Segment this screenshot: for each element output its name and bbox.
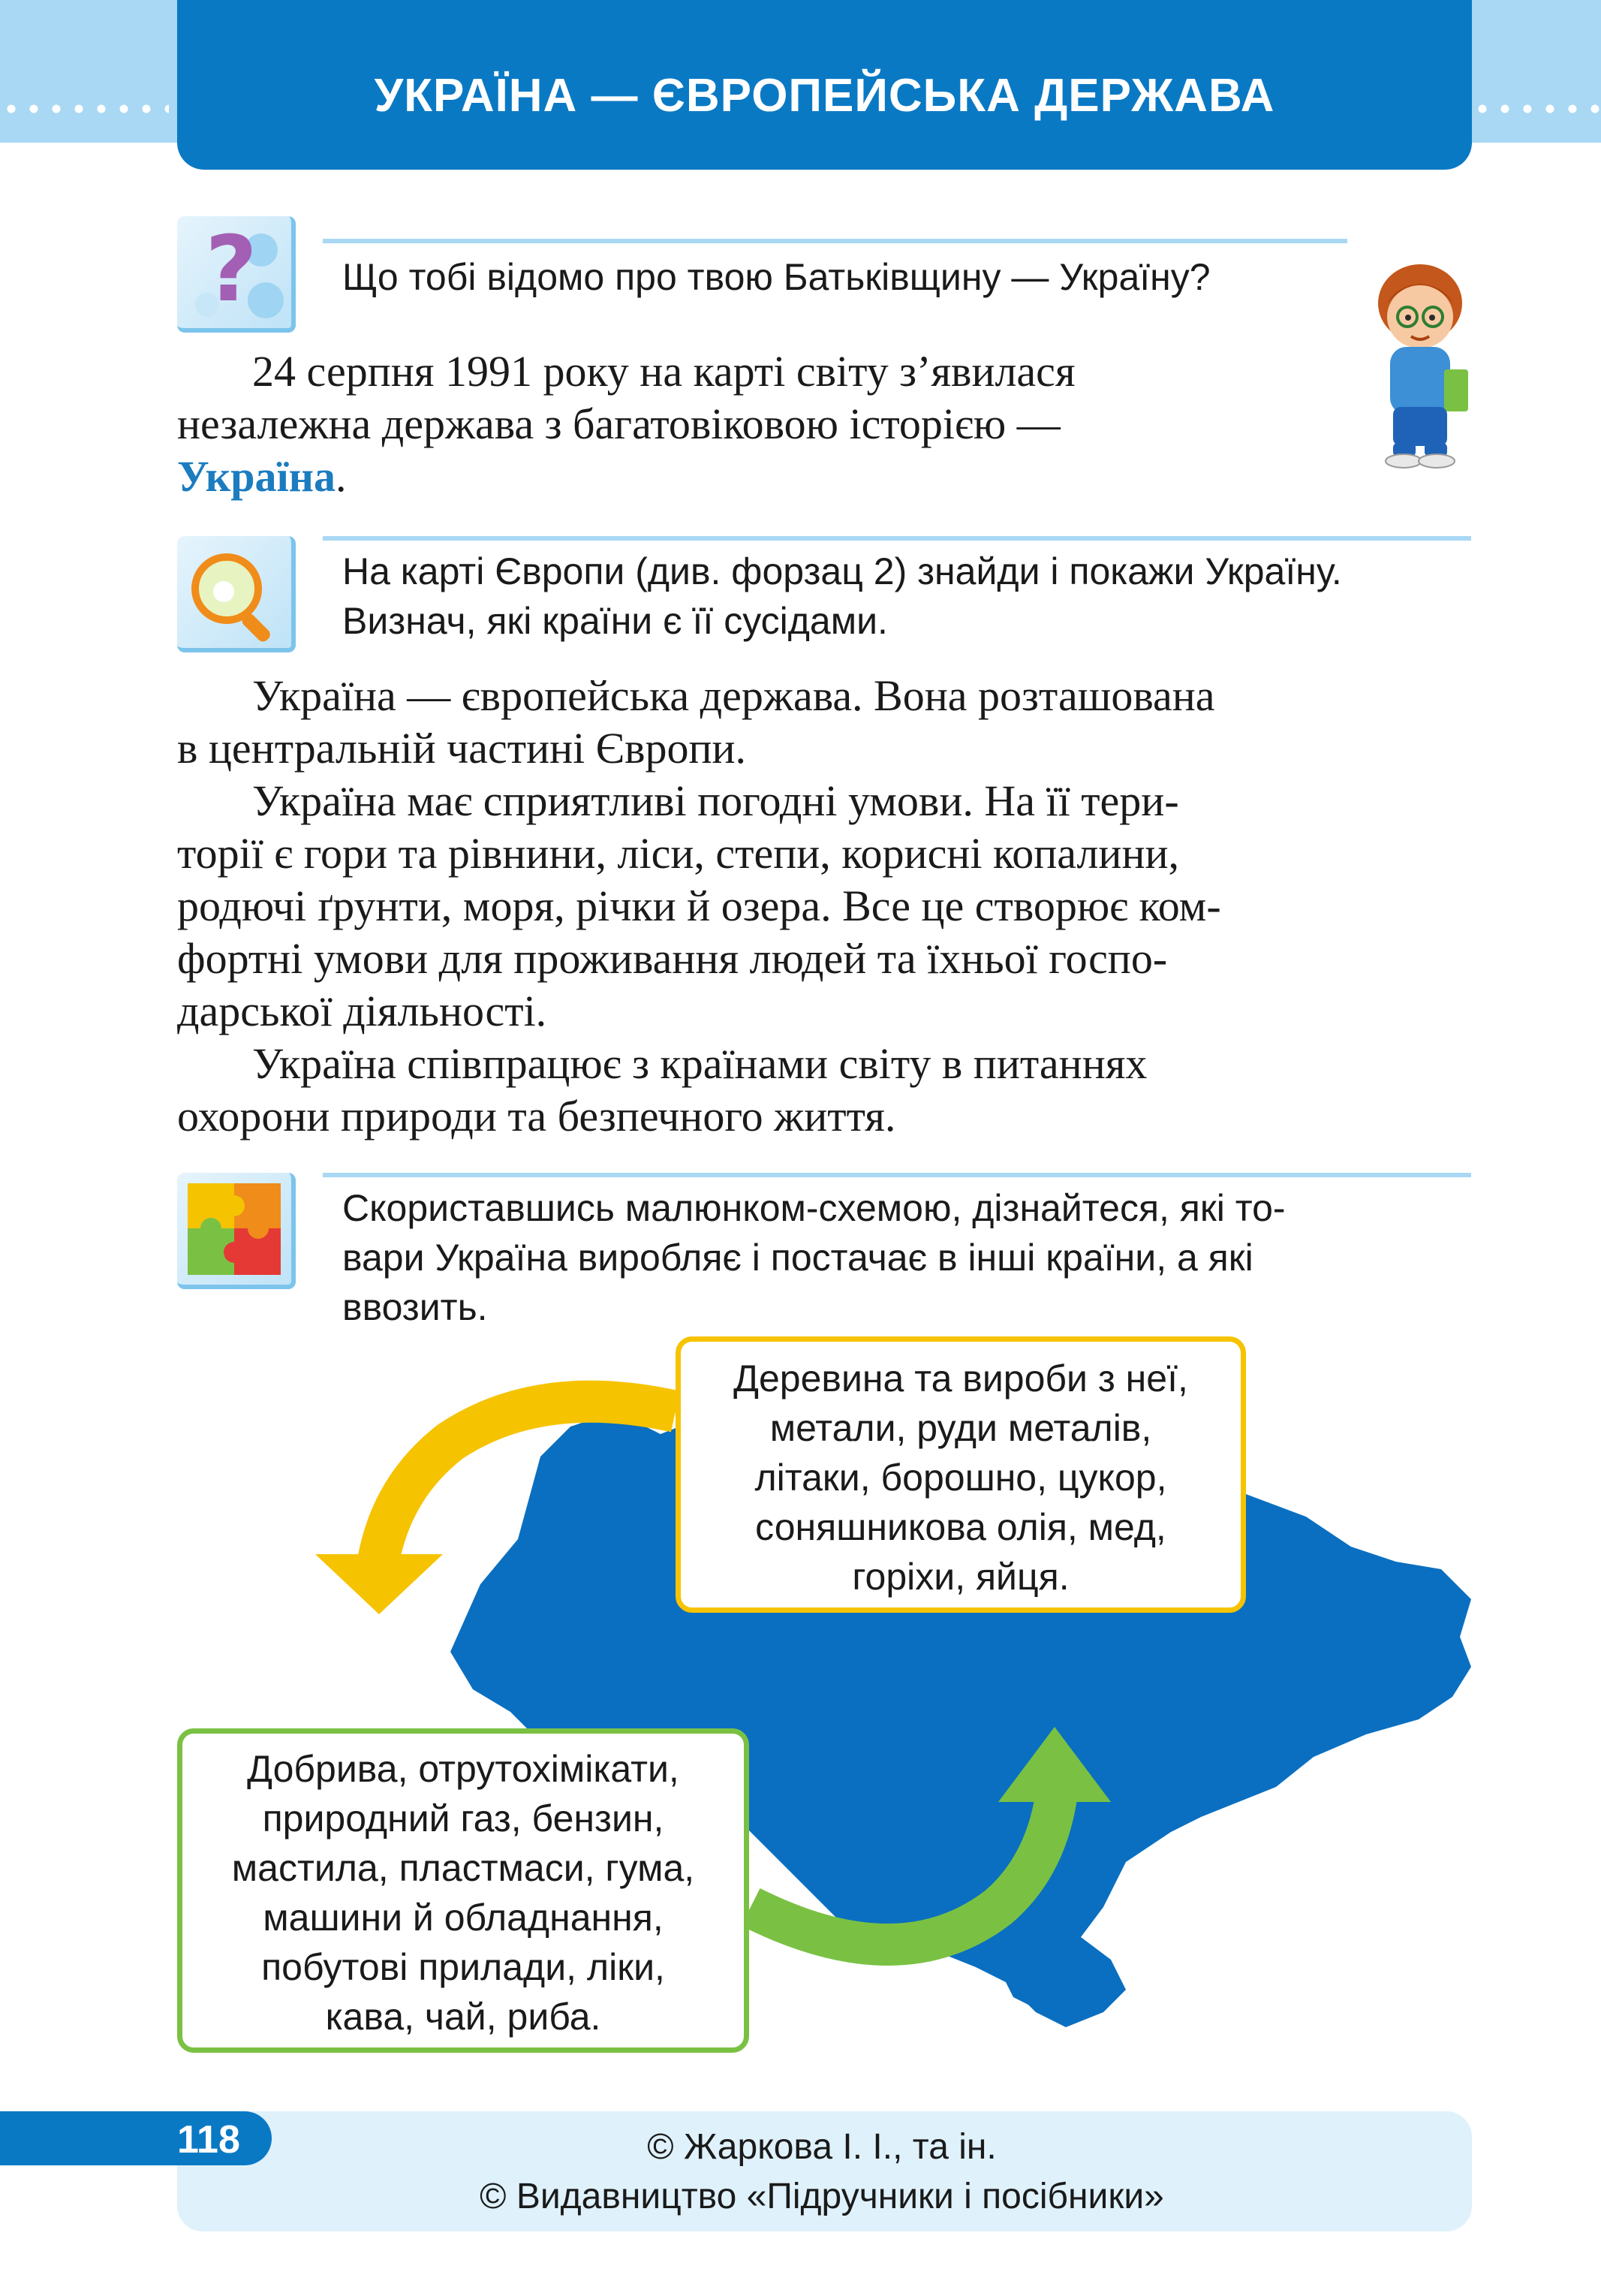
paragraph-2-line-5: дарської діяльності. [177,987,547,1035]
export-arrowhead [315,1554,443,1614]
magnifier-icon [177,536,296,652]
header-dots-right [1471,104,1601,114]
import-line: мастила, пластмаси, гума, [231,1847,695,1889]
boy-illustration [1360,258,1480,469]
header-dots-left [0,104,169,114]
intro-line-2: незалежна держава з багатовіковою історією — [177,399,1061,448]
task-map-line-1: На карті Європи (див. форзац 2) знайди і покажи Україну. [342,550,1342,592]
paragraph-1-line-2: в центральній частині Європи. [177,724,747,773]
paragraph-2-line-2: торії є гори та рівнини, ліси, степи, корисні копалини, [177,829,1180,878]
import-line: Добрива, отрутохімікати, [247,1748,679,1790]
import-line: кава, чай, риба. [325,1996,601,2038]
task-divider [323,1173,1471,1177]
export-line: Деревина та вироби з неї, [733,1357,1188,1400]
paragraph-3-line-1: Україна співпрацює з країнами світу в питаннях [252,1039,1148,1088]
task-divider [323,536,1471,541]
import-line: природний газ, бензин, [262,1797,664,1840]
page-number: 118 [177,2118,240,2162]
highlight-ukraine: Україна [177,452,336,501]
export-callout [676,1336,1246,1613]
task-scheme-line-2: вари Україна виробляє і постачає в інші країни, а які [342,1237,1253,1279]
paragraph-2-line-4: фортні умови для проживання людей та їхньої госпо- [177,934,1168,983]
import-callout [177,1728,749,2053]
paragraph-1-line-1: Україна — європейська держава. Вона розташована [252,671,1215,720]
intro-line-1: 24 серпня 1991 року на карті світу з’явилася [252,347,1076,396]
page-title: УКРАЇНА — ЄВРОПЕЙСЬКА ДЕРЖАВА [374,70,1275,122]
task-question-text: Що тобі відомо про твою Батьківщину — Україну? [342,256,1211,298]
import-line: побутові прилади, ліки, [261,1946,665,1988]
export-line: літаки, борошно, цукор, [754,1457,1167,1499]
import-line: машини й обладнання, [263,1897,664,1939]
paragraph-3-line-2: охорони природи та безпечного життя. [177,1092,896,1140]
puzzle-icon [177,1173,296,1289]
intro-line-3: Україна. [177,452,347,501]
export-line: метали, руди металів, [769,1407,1152,1449]
task-map-line-2: Визнач, які країни є її сусідами. [342,600,888,642]
task-scheme-line-3: ввозить. [342,1286,488,1328]
paragraph-2-line-3: родючі ґрунти, моря, річки й озера. Все це створює ком- [177,881,1221,930]
export-line: соняшникова олія, мед, [755,1506,1166,1548]
footer-copyright-publisher: © Видавництво «Підручники і посібники» [480,2177,1164,2216]
footer-copyright-authors: © Жаркова І. І., та ін. [647,2127,997,2167]
paragraph-2-line-1: Україна має сприятливі погодні умови. На її тери- [252,776,1179,825]
export-line: горіхи, яйця. [852,1556,1070,1598]
task-scheme-line-1: Скориставшись малюнком-схемою, дізнайтеся, які то- [342,1187,1286,1229]
svg-text:?: ? [205,218,257,322]
task-divider [323,239,1347,243]
question-mark-icon [177,216,296,333]
